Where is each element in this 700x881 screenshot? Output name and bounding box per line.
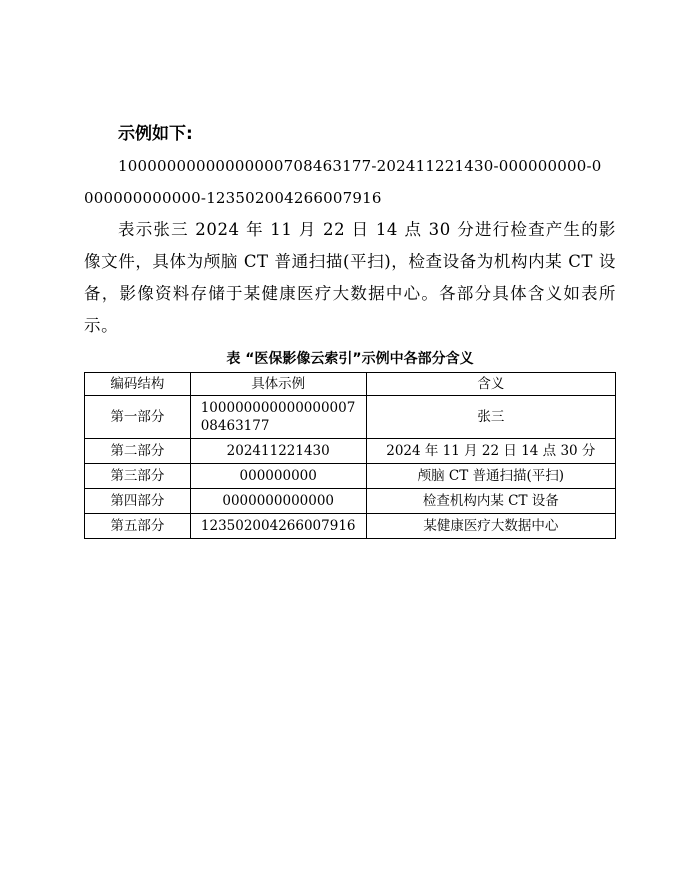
row-meaning: 2024 年 11 月 22 日 14 点 30 分 [366,439,615,464]
structure-table [84,372,616,539]
row-meaning: 检查机构内某 CT 设备 [366,489,615,514]
row-part: 第一部分 [85,396,191,439]
header-structure: 编码结构 [85,373,191,396]
row-meaning: 某健康医疗大数据中心 [366,514,615,539]
row-part: 第四部分 [85,489,191,514]
row-part: 第三部分 [85,464,191,489]
row-meaning: 张三 [366,396,615,439]
index-code-line-2: 000000000000-123502004266007916 [84,189,382,207]
table-caption: 表 “医保影像云索引”示例中各部分含义 [226,351,474,367]
table-row [85,464,616,489]
header-meaning: 含义 [366,373,615,396]
row-example: 000000000 [190,464,366,489]
row-part: 第五部分 [85,514,191,539]
row-example: 10000000000000000708463177 [190,396,366,439]
header-example: 具体示例 [190,373,366,396]
index-code-line-1: 10000000000000000708463177-202411221430-000000000-0 [118,157,602,175]
example-heading: 示例如下: [118,124,193,144]
table-row [85,514,616,539]
document-page [84,118,616,539]
table-row [85,489,616,514]
row-example: 202411221430 [190,439,366,464]
table-row [85,439,616,464]
table-header-row [85,373,616,396]
description-paragraph: 表示张三 2024 年 11 月 22 日 14 点 30 分进行检查产生的影像文件，具体为颅脑 CT 普通扫描(平扫)，检查设备为机构内某 CT 设备，影像资料存储于某健康医疗大数据中心。各部分具体含义如表所示。 [84,220,616,335]
row-example: 0000000000000 [190,489,366,514]
row-meaning: 颅脑 CT 普通扫描(平扫) [366,464,615,489]
row-example: 123502004266007916 [190,514,366,539]
table-row [85,396,616,439]
row-part: 第二部分 [85,439,191,464]
